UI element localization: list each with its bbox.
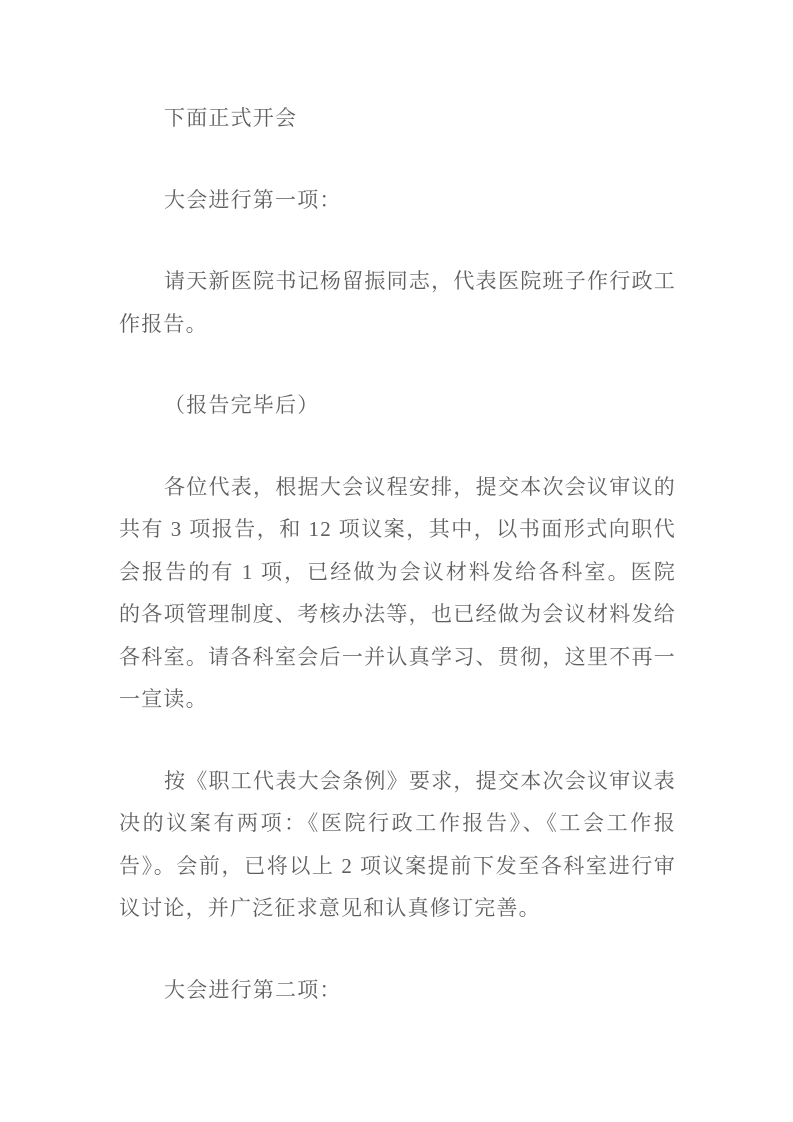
document-body — [119, 97, 676, 1011]
paragraph-opening: 下面正式开会 — [164, 106, 298, 130]
paragraph-reports-overview: 各位代表，根据大会议程安排，提交本次会议审议的共有 3 项报告，和 12 项议案，其中，以书面形式向职代会报告的有 1 项，已经做为会议材料发给各科室。医院的各项管理制度、考核办法等，也已经做为会议材料发给各科室。请各科室会后一并认真学习、贯彻，这里不再一一宣读。 — [119, 474, 676, 711]
paragraph-report-invitation: 请天新医院书记杨留振同志，代表医院班子作行政工作报告。 — [119, 269, 676, 336]
paragraph-agenda-item-2: 大会进行第二项： — [164, 977, 342, 1002]
paragraph-proposals-overview: 按《职工代表大会条例》要求，提交本次会议审议表决的议案有两项：《医院行政工作报告》、《工会工作报告》。会前，已将以上 2 项议案提前下发至各科室进行审议讨论，并广泛征求意见和认真修订完善。 — [119, 768, 676, 920]
paragraph-stage-direction: （报告完毕后） — [164, 393, 320, 417]
paragraph-agenda-item-1: 大会进行第一项： — [164, 187, 342, 212]
